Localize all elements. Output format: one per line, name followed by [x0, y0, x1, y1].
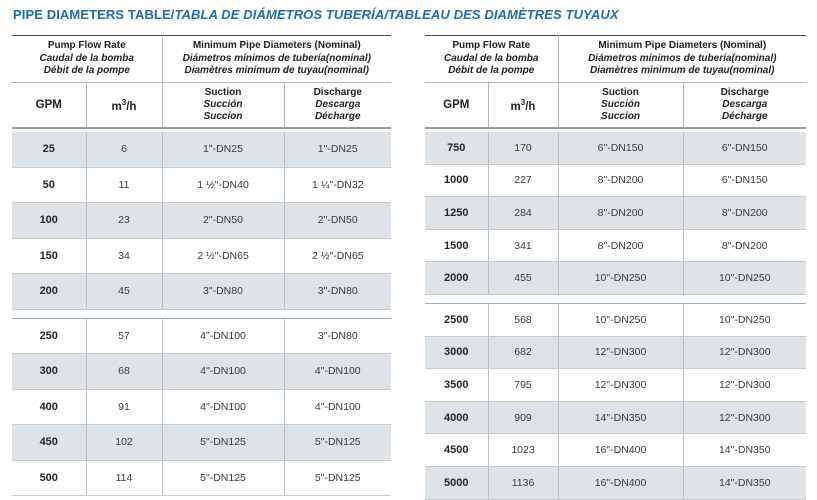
discharge-value-cell: 12"-DN300: [683, 369, 806, 402]
table-row: [12, 274, 391, 310]
discharge-label-en: Discharge: [313, 87, 362, 98]
table-body: [12, 128, 391, 496]
m3h-value-cell: 682: [488, 336, 558, 369]
gpm-value-cell: 5000: [425, 466, 488, 499]
discharge-value-cell: 12"-DN300: [683, 401, 806, 434]
table-body: [425, 128, 806, 499]
suction-value-cell: 8"-DN200: [558, 164, 683, 197]
m3h-value-cell: 45: [86, 274, 162, 310]
suction-value-cell: 8"-DN200: [558, 229, 683, 262]
suction-label-fr: Succion: [601, 111, 640, 122]
m3h-value-cell: 1136: [488, 466, 558, 499]
m3h-value-cell: 341: [488, 229, 558, 262]
m3h-value-cell: 68: [86, 354, 162, 390]
discharge-value-cell: 12"-DN300: [683, 336, 806, 369]
discharge-value-cell: 1"-DN25: [284, 132, 391, 167]
discharge-value-cell: 2 ½"-DN65: [284, 238, 391, 274]
table-row: [425, 336, 806, 369]
flow-rate-group-header: [425, 36, 558, 83]
table-row: [425, 434, 806, 467]
suction-value-cell: 3"-DN80: [162, 274, 284, 310]
suction-label-es: Succión: [601, 99, 640, 110]
m3h-value-cell: 170: [488, 132, 558, 164]
suction-label-en: Suction: [204, 87, 242, 98]
discharge-value-cell: 8"-DN200: [683, 229, 806, 262]
unit-sup: 3: [520, 98, 526, 108]
gpm-value-cell: 25: [12, 132, 86, 167]
unit-base: m: [510, 100, 521, 113]
suction-value-cell: 1"-DN25: [162, 132, 284, 167]
suction-label-es: Succión: [203, 99, 243, 110]
discharge-value-cell: 4"-DN100: [284, 389, 391, 425]
table-row: [425, 229, 806, 262]
m3h-value-cell: 23: [86, 203, 162, 239]
suction-value-cell: 16"-DN400: [558, 434, 683, 467]
header-column-row: [12, 83, 391, 129]
table-row: [12, 167, 391, 203]
table-row: [12, 354, 391, 390]
m3h-value-cell: 11: [86, 167, 162, 203]
discharge-label-fr: Décharge: [314, 111, 361, 122]
suction-value-cell: 10"-DN250: [558, 303, 683, 336]
diameters-label-es: Diámetros mínimos de tubería(nominal): [182, 52, 371, 64]
diameters-label-fr: Diamètres minimum de tuyau(nominal): [590, 65, 775, 77]
header-group-row: [425, 36, 806, 83]
gpm-value-cell: 2000: [425, 262, 488, 295]
m3h-value-cell: 1023: [488, 434, 558, 467]
flow-rate-label-fr: Débit de la pompe: [43, 65, 130, 77]
pipe-diameters-table-low-flow: [12, 35, 391, 496]
discharge-column-header: [284, 83, 391, 129]
discharge-value-cell: 8"-DN200: [683, 197, 806, 230]
table-row: [425, 466, 806, 499]
discharge-value-cell: 3"-DN80: [284, 318, 391, 354]
suction-value-cell: 2 ½"-DN65: [162, 238, 284, 274]
m3h-value-cell: 227: [488, 164, 558, 197]
diameters-label-es: Diámetros mínimos de tubería(nominal): [588, 52, 777, 64]
m3h-value-cell: 6: [86, 132, 162, 167]
discharge-value-cell: 6"-DN150: [683, 164, 806, 197]
gpm-value-cell: 1000: [425, 164, 488, 197]
gpm-value-cell: 4500: [425, 434, 488, 467]
discharge-value-cell: 6"-DN150: [683, 132, 806, 164]
discharge-value-cell: 5"-DN125: [284, 460, 391, 496]
table-row: [12, 389, 391, 425]
suction-value-cell: 4"-DN100: [162, 389, 284, 425]
flow-rate-label-es: Caudal de la bomba: [444, 52, 539, 64]
table-row: [425, 303, 806, 336]
discharge-value-cell: 4"-DN100: [284, 354, 391, 390]
section-divider: [12, 309, 391, 318]
discharge-value-cell: 2"-DN50: [284, 203, 391, 239]
table-row: [12, 203, 391, 239]
m3h-column-header: [488, 83, 558, 129]
unit-rest: /h: [525, 100, 536, 113]
table-row: [425, 197, 806, 230]
table-row: [425, 369, 806, 402]
m3h-value-cell: 57: [86, 318, 162, 354]
suction-value-cell: 12"-DN300: [558, 369, 683, 402]
discharge-value-cell: 10"-DN250: [683, 303, 806, 336]
suction-value-cell: 4"-DN100: [162, 318, 284, 354]
discharge-label-en: Discharge: [720, 87, 769, 98]
m3h-value-cell: 284: [488, 197, 558, 230]
gpm-value-cell: 4000: [425, 401, 488, 434]
table-row: [12, 425, 391, 461]
flow-rate-label-es: Caudal de la bomba: [39, 52, 134, 64]
table-row: [12, 132, 391, 167]
table-header: [425, 36, 806, 129]
suction-value-cell: 14"-DN350: [558, 401, 683, 434]
section-divider: [425, 294, 806, 303]
m3h-value-cell: 795: [488, 369, 558, 402]
discharge-value-cell: 5"-DN125: [284, 425, 391, 461]
suction-value-cell: 8"-DN200: [558, 197, 683, 230]
diameters-label-en: Minimum Pipe Diameters (Nominal): [598, 40, 767, 52]
pipe-diameters-table-high-flow: [425, 35, 806, 500]
discharge-value-cell: 1 ¼"-DN32: [284, 167, 391, 203]
discharge-label-es: Descarga: [315, 99, 361, 110]
header-column-row: [425, 83, 806, 129]
gpm-value-cell: 3000: [425, 336, 488, 369]
table-row: [425, 132, 806, 164]
gpm-column-header: GPM: [12, 83, 86, 129]
table-row: [425, 401, 806, 434]
discharge-value-cell: 10"-DN250: [683, 262, 806, 295]
diameters-label-fr: Diamètres minimum de tuyau(nominal): [184, 65, 369, 77]
gpm-column-header: GPM: [425, 83, 488, 129]
m3h-value-cell: 568: [488, 303, 558, 336]
table-row: [12, 238, 391, 274]
m3h-value-cell: 34: [86, 238, 162, 274]
suction-value-cell: 6"-DN150: [558, 132, 683, 164]
gpm-value-cell: 100: [12, 203, 86, 239]
diameters-group-header: [162, 36, 391, 83]
suction-label-fr: Succion: [203, 111, 243, 122]
suction-value-cell: 4"-DN100: [162, 354, 284, 390]
gpm-value-cell: 150: [12, 238, 86, 274]
gpm-value-cell: 500: [12, 460, 86, 496]
suction-label-en: Suction: [602, 87, 639, 98]
diameters-group-header: [558, 36, 806, 83]
gpm-value-cell: 300: [12, 354, 86, 390]
m3h-value-cell: 91: [86, 389, 162, 425]
flow-rate-label-fr: Débit de la pompe: [448, 65, 535, 77]
gpm-value-cell: 450: [12, 425, 86, 461]
table-row: [425, 164, 806, 197]
suction-value-cell: 5"-DN125: [162, 460, 284, 496]
page-title: [13, 7, 619, 22]
page-title-es-fr: TABLA DE DIÁMETROS TUBERÍA/TABLEAU DES DIAMÈTRES TUYAUX: [174, 7, 619, 22]
gpm-value-cell: 250: [12, 318, 86, 354]
gpm-value-cell: 1250: [425, 197, 488, 230]
m3h-value-cell: 114: [86, 460, 162, 496]
table-header: [12, 36, 391, 129]
gpm-value-cell: 1500: [425, 229, 488, 262]
suction-value-cell: 12"-DN300: [558, 336, 683, 369]
m3h-value-cell: 455: [488, 262, 558, 295]
m3h-value-cell: 102: [86, 425, 162, 461]
m3h-column-header: [86, 83, 162, 129]
gpm-value-cell: 750: [425, 132, 488, 164]
discharge-value-cell: 14"-DN350: [683, 466, 806, 499]
suction-value-cell: 16"-DN400: [558, 466, 683, 499]
suction-value-cell: 10"-DN250: [558, 262, 683, 295]
unit-sup: 3: [121, 98, 127, 108]
unit-rest: /h: [126, 100, 137, 113]
discharge-value-cell: 3"-DN80: [284, 274, 391, 310]
gpm-value-cell: 2500: [425, 303, 488, 336]
suction-column-header: [558, 83, 683, 129]
suction-value-cell: 1 ½"-DN40: [162, 167, 284, 203]
flow-rate-label-en: Pump Flow Rate: [47, 40, 126, 52]
suction-value-cell: 5"-DN125: [162, 425, 284, 461]
gpm-value-cell: 50: [12, 167, 86, 203]
suction-value-cell: 2"-DN50: [162, 203, 284, 239]
discharge-label-es: Descarga: [722, 99, 768, 110]
m3h-value-cell: 909: [488, 401, 558, 434]
flow-rate-group-header: [12, 36, 162, 83]
table-row: [12, 318, 391, 354]
table-row: [12, 460, 391, 496]
suction-column-header: [162, 83, 284, 129]
gpm-value-cell: 400: [12, 389, 86, 425]
table-row: [425, 262, 806, 295]
unit-base: m: [111, 100, 122, 113]
flow-rate-label-en: Pump Flow Rate: [452, 40, 531, 52]
diameters-label-en: Minimum Pipe Diameters (Nominal): [192, 40, 361, 52]
gpm-value-cell: 3500: [425, 369, 488, 402]
discharge-column-header: [683, 83, 806, 129]
gpm-value-cell: 200: [12, 274, 86, 310]
discharge-value-cell: 14"-DN350: [683, 434, 806, 467]
header-group-row: [12, 36, 391, 83]
discharge-label-fr: Décharge: [721, 111, 768, 122]
page-title-en: PIPE DIAMETERS TABLE/: [13, 7, 175, 22]
